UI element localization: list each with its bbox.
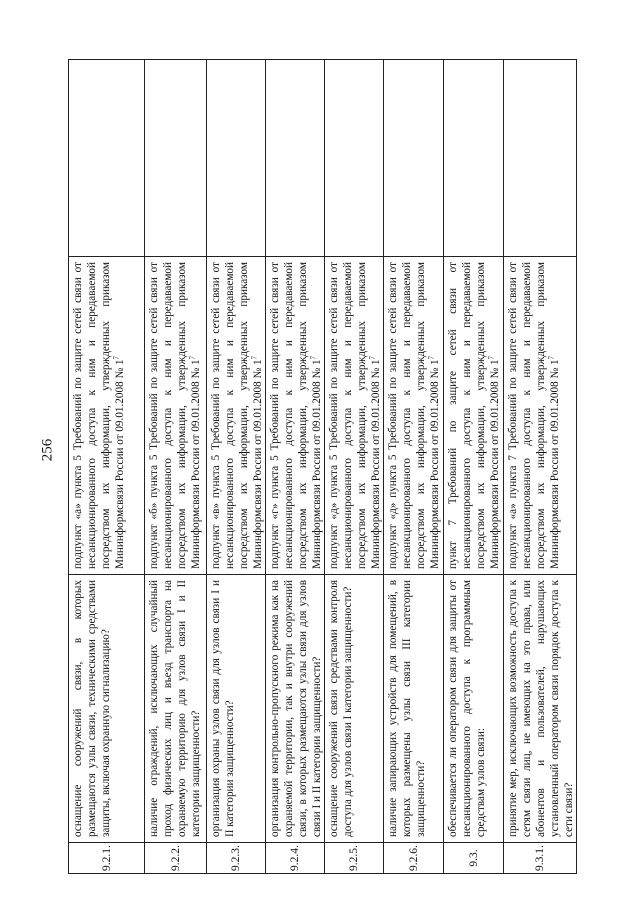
row-requirement bbox=[69, 257, 145, 575]
row-question: наличие ограждений, исключающих случайный проход физических лиц и въезд транспорта на охраняемую территорию для узлов связи I и II категории защищенности? bbox=[145, 575, 207, 843]
requirement-text: подпункт «г» пункта 5 Требований по защите сетей связи от несанкционированного доступа к ним и передаваемой посредством их информации, утвержденных приказом Мининформсвязи России от 09.01.2008 № 1 bbox=[269, 262, 323, 569]
table-row bbox=[504, 60, 577, 874]
table-row bbox=[69, 60, 145, 874]
table-row bbox=[325, 60, 384, 874]
row-blank-cell bbox=[207, 60, 266, 257]
row-blank-cell bbox=[266, 60, 325, 257]
footnote-mark: 7 bbox=[427, 355, 436, 360]
row-number: 9.3.1. bbox=[504, 843, 577, 874]
row-blank-cell bbox=[145, 60, 207, 257]
table-row bbox=[444, 60, 504, 874]
row-blank-cell bbox=[384, 60, 444, 257]
rotated-table-container bbox=[68, 60, 575, 874]
row-blank-cell bbox=[504, 60, 577, 257]
row-requirement bbox=[207, 257, 266, 575]
requirement-text: подпункт «д» пункта 5 Требований по защите сетей связи от несанкционированного доступа к ним и передаваемой посредством их информации, утвержденных приказом Мининформсвязи России от 09.01.2008 № 1 bbox=[328, 262, 382, 569]
row-number: 9.2.4. bbox=[266, 843, 325, 874]
footnote-mark: 7 bbox=[547, 355, 556, 360]
page-number: 256 bbox=[39, 438, 56, 462]
row-question: оснащение сооружений связи средствами контроля доступа для узлов связи I категории защищенности? bbox=[325, 575, 384, 843]
requirements-table bbox=[68, 59, 577, 874]
table-row bbox=[145, 60, 207, 874]
requirement-text: подпункт «а» пункта 5 Требований по защите сетей связи от несанкционированного доступа к ним и передаваемой посредством их информации, утвержденных приказом Мининформсвязи России от 09.01.2008 № 1 bbox=[72, 262, 126, 569]
requirement-text: подпункт «а» пункта 7 Требований по защите сетей связи от несанкционированного доступа к ним и передаваемой посредством их информации, утвержденных приказом Мининформсвязи России от 09.01.2008 № 1 bbox=[507, 262, 561, 569]
row-question: организация охраны узлов связи для узлов связи I и II категории защищенности? bbox=[207, 575, 266, 843]
row-question: обеспечивается ли оператором связи для защиты от несанкционированного доступа к программным средствам узлов связи: bbox=[444, 575, 504, 843]
row-number: 9.2.5. bbox=[325, 843, 384, 874]
footnote-mark: 7 bbox=[487, 355, 496, 360]
table-row bbox=[266, 60, 325, 874]
footnote-mark: 7 bbox=[309, 355, 318, 360]
requirement-text: подпункт «д» пункта 5 Требований по защите сетей связи от несанкционированного доступа к ним и передаваемой посредством их информации, утвержденных приказом Мининформсвязи России от 09.01.2008 № 1 bbox=[387, 262, 441, 569]
requirement-text: пункт 7 Требований по защите сетей связи от несанкционированного доступа к ним и передаваемой посредством их информации, утвержденных приказом Мининформсвязи России от 09.01.2008 № 1 bbox=[447, 262, 501, 569]
row-question: принятие мер, исключающих возможность доступа к сетям связи лиц, не имеющих на это права, или абонентов и пользователей, нарушающих установленный оператором связи порядок доступа к сети связи? bbox=[504, 575, 577, 843]
row-requirement bbox=[504, 257, 577, 575]
row-blank-cell bbox=[444, 60, 504, 257]
requirement-text: подпункт «б» пункта 5 Требований по защите сетей связи от несанкционированного доступа к ним и передаваемой посредством их информации, утвержденных приказом Мининформсвязи России от 09.01.2008 № 1 bbox=[148, 262, 202, 569]
row-requirement bbox=[266, 257, 325, 575]
row-number: 9.2.1. bbox=[69, 843, 145, 874]
table-row bbox=[384, 60, 444, 874]
footnote-mark: 7 bbox=[188, 355, 197, 360]
row-question: организация контрольно-пропускного режима как на охраняемой территории, так и внутри сооружений связи, в которых размещаются узлы связи для узлов связи I и II категории защищенности? bbox=[266, 575, 325, 843]
row-requirement bbox=[325, 257, 384, 575]
row-blank-cell bbox=[325, 60, 384, 257]
row-number: 9.2.2. bbox=[145, 843, 207, 874]
row-requirement bbox=[444, 257, 504, 575]
table-row bbox=[207, 60, 266, 874]
footnote-mark: 7 bbox=[112, 355, 121, 360]
requirement-text: подпункт «в» пункта 5 Требований по защите сетей связи от несанкционированного доступа к ним и передаваемой посредством их информации, утвержденных приказом Мининформсвязи России от 09.01.2008 № 1 bbox=[210, 262, 264, 569]
row-number: 9.3. bbox=[444, 843, 504, 874]
row-blank-cell bbox=[69, 60, 145, 257]
row-question: наличие запирающих устройств для помещений, в которых размещены узлы связи III категории защищенности? bbox=[384, 575, 444, 843]
footnote-mark: 7 bbox=[250, 355, 259, 360]
row-requirement bbox=[384, 257, 444, 575]
row-number: 9.2.6. bbox=[384, 843, 444, 874]
footnote-mark: 7 bbox=[368, 355, 377, 360]
row-requirement bbox=[145, 257, 207, 575]
row-number: 9.2.3. bbox=[207, 843, 266, 874]
row-question: оснащение сооружений связи, в которых размещаются узлы связи, техническими средствами защиты, включая охранную сигнализацию? bbox=[69, 575, 145, 843]
